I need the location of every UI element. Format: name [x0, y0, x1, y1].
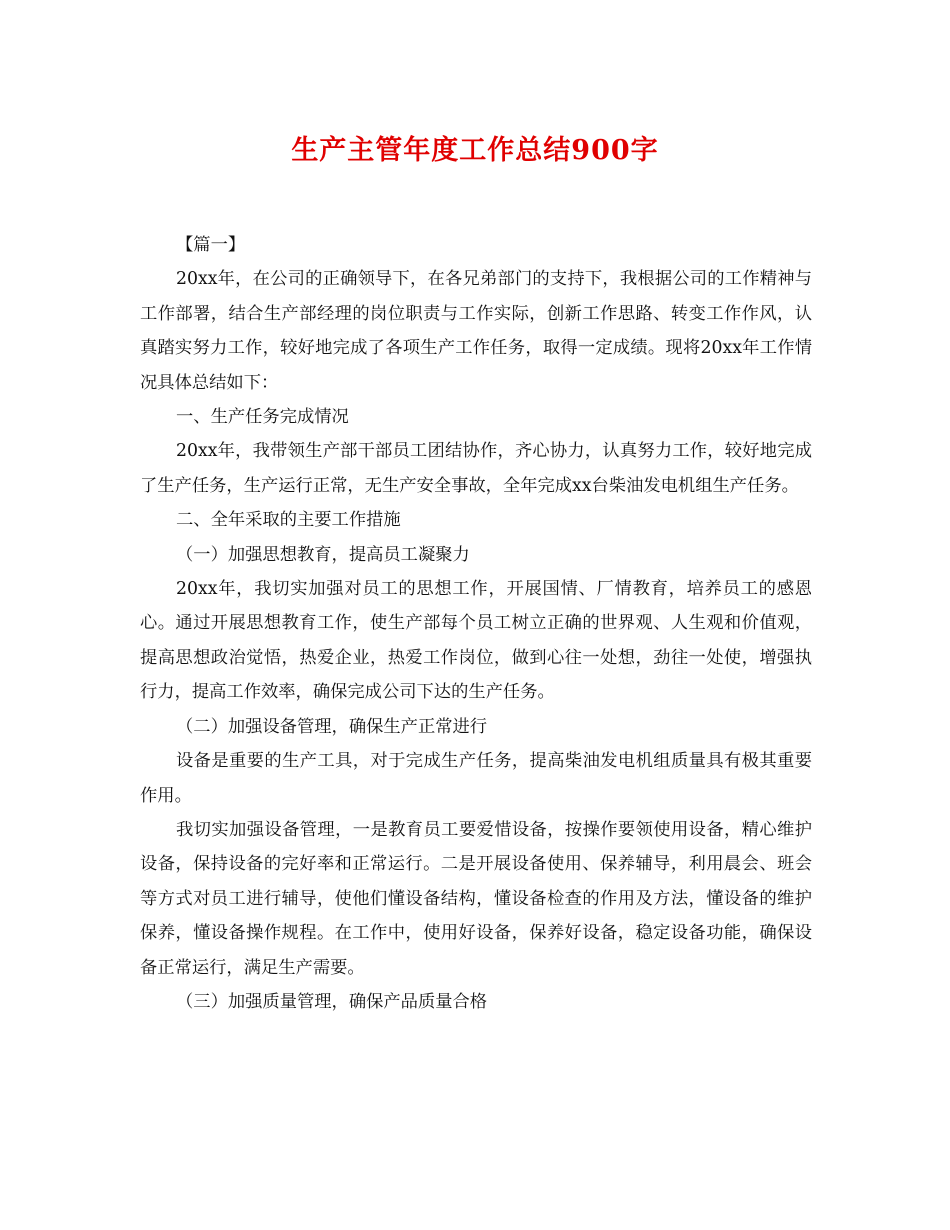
paragraph: 20xx年，在公司的正确领导下，在各兄弟部门的支持下，我根据公司的工作精神与工作部署，结合生产部经理的岗位职责与工作实际，创新工作思路、转变工作作风，认真踏实努力工作，较好地完成了各项生产工作任务，取得一定成绩。现将20xx年工作情况具体总结如下： [140, 269, 812, 393]
section-heading: 二、全年采取的主要工作措施 [176, 510, 401, 531]
section-heading: 一、生产任务完成情况 [176, 407, 349, 428]
paragraph: 20xx年，我带领生产部干部员工团结协作，齐心协力，认真努力工作，较好地完成了生产任务，生产运行正常，无生产安全事故，全年完成xx台柴油发电机组生产任务。 [140, 441, 812, 496]
document-title: 生产主管年度工作总结900字 [291, 135, 659, 166]
subsection-heading: （二）加强设备管理，确保生产正常进行 [176, 716, 488, 737]
subsection-heading: （三）加强质量管理，确保产品质量合格 [176, 991, 488, 1012]
document-body [140, 228, 812, 1019]
subsection-heading: （一）加强思想教育，提高员工凝聚力 [176, 544, 470, 565]
paragraph: 设备是重要的生产工具，对于完成生产任务，提高柴油发电机组质量具有极其重要作用。 [140, 751, 812, 806]
paragraph: 我切实加强设备管理，一是教育员工要爱惜设备，按操作要领使用设备，精心维护设备，保持设备的完好率和正常运行。二是开展设备使用、保养辅导，利用晨会、班会等方式对员工进行辅导，使他们懂设备结构，懂设备检查的作用及方法，懂设备的维护保养，懂设备操作规程。在工作中，使用好设备，保养好设备，稳定设备功能，确保设备正常运行，满足生产需要。 [140, 819, 812, 978]
section-marker: 【篇一】 [176, 235, 246, 255]
paragraph: 20xx年，我切实加强对员工的思想工作，开展国情、厂情教育，培养员工的感恩心。通过开展思想教育工作，使生产部每个员工树立正确的世界观、人生观和价值观，提高思想政治觉悟，热爱企业，热爱工作岗位，做到心往一处想，劲往一处使，增强执行力，提高工作效率，确保完成公司下达的生产任务。 [140, 579, 812, 703]
